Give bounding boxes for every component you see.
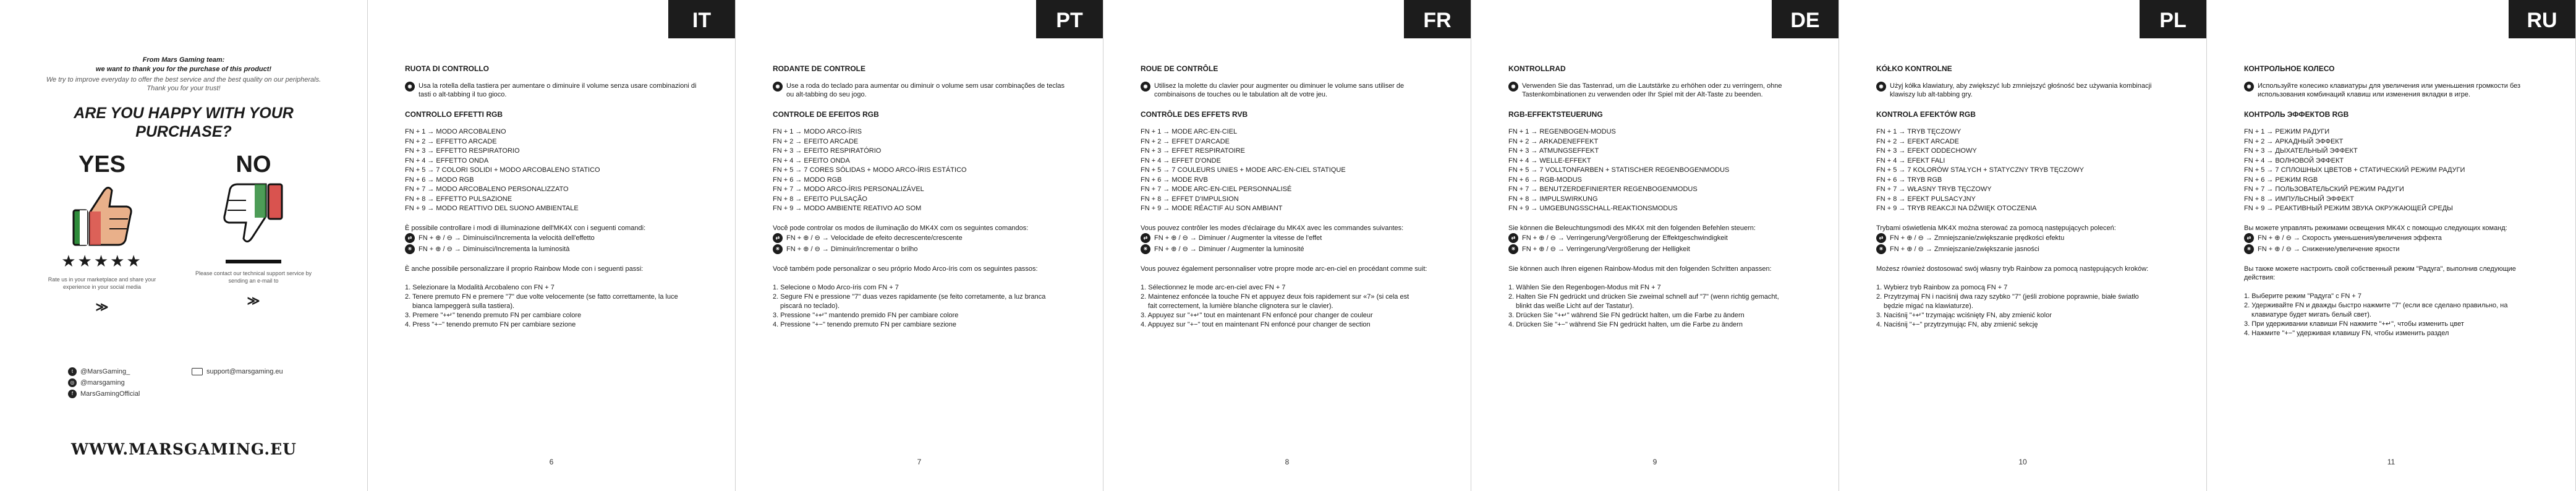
mail-icon xyxy=(192,368,203,375)
wheel-description: Utilisez la molette du clavier pour augmenter ou diminuer le volume sans utiliser de combinaisons de touches ou le tabulation alt de votre jeu. xyxy=(1154,82,1405,98)
mode-item: FN + 4 → EFFETTO ONDA xyxy=(405,156,489,164)
language-tag: DE xyxy=(1772,0,1838,38)
language-tag: PT xyxy=(1036,0,1103,38)
mode-item: FN + 6 → MODO RGB xyxy=(405,176,474,184)
step-item: będzie migać na klawiaturze). xyxy=(1884,302,1973,310)
speed-control: FN + ⊕ / ⊖ → Verringerung/Vergrößerung der Effektgeschwindigkeit xyxy=(1522,234,1728,242)
no-label: NO xyxy=(236,152,271,177)
mode-item: FN + 3 → ATMUNGSEFFEKT xyxy=(1508,147,1599,155)
step-item: fait correctement, la lumière blanche clignotera sur le clavier). xyxy=(1148,302,1333,310)
mode-item: FN + 3 → EFEKT ODDECHOWY xyxy=(1876,147,1977,155)
custom-steps xyxy=(1876,283,2173,330)
mode-item: FN + 7 → WŁASNY TRYB TĘCZOWY xyxy=(1876,186,1992,193)
speed-icon: ⇄ xyxy=(405,233,415,243)
speed-icon: ⇄ xyxy=(2244,233,2254,243)
step-item: 1. Wählen Sie den Regenbogen-Modus mit FN + 7 xyxy=(1508,283,1661,291)
page-number: 8 xyxy=(1285,458,1290,466)
custom-steps xyxy=(773,283,1069,330)
cover-question: ARE YOU HAPPY WITH YOUR PURCHASE? xyxy=(74,105,294,140)
page-ru xyxy=(2207,0,2576,491)
email-contact[interactable]: support@marsgaming.eu xyxy=(192,366,283,377)
custom-steps xyxy=(1508,283,1805,330)
page-number: 9 xyxy=(1652,458,1657,466)
page-de xyxy=(1471,0,1839,491)
controls-intro: Você pode controlar os modos de iluminação do MK4X com os seguintes comandos: xyxy=(773,224,1029,232)
speed-control: FN + ⊕ / ⊖ → Скорость уменьшения/увеличения эффекта xyxy=(2258,234,2442,242)
brightness-control: FN + ⊕ / ⊖ → Verringerung/Vergrößerung der Helligkeit xyxy=(1522,245,1690,253)
yes-instructions: Rate us in your marketplace and share your experience in your social media xyxy=(48,276,156,290)
language-tag: FR xyxy=(1404,0,1471,38)
mode-item: FN + 1 → MODO ARCO-ÍRIS xyxy=(773,128,862,135)
section-title-wheel: КОНТРОЛЬНОЕ КОЛЕСО xyxy=(2244,64,2335,73)
controls-intro: Sie können die Beleuchtungsmodi des MK4X mit den folgenden Befehlen steuern: xyxy=(1508,224,1756,232)
mode-list xyxy=(1876,127,2173,214)
brightness-control: FN + ⊕ / ⊖ → Diminuisci/Incrementa la luminosità xyxy=(419,245,570,253)
mode-item: FN + 3 → EFEITO RESPIRATÓRIO xyxy=(773,147,882,155)
no-column xyxy=(195,151,312,309)
mode-item: FN + 2 → ARKADENEFFEKT xyxy=(1508,137,1599,145)
wheel-icon: ◉ xyxy=(405,82,415,92)
mode-item: FN + 2 → АРКАДНЫЙ ЭФФЕКТ xyxy=(2244,137,2344,145)
custom-steps xyxy=(405,283,702,330)
mode-item: FN + 1 → РЕЖИМ РАДУГИ xyxy=(2244,128,2330,135)
mode-list xyxy=(405,127,702,214)
yes-label: YES xyxy=(78,152,126,177)
custom-intro: Vous pouvez également personnaliser votre propre mode arc-en-ciel en procédant comme suit: xyxy=(1141,265,1427,273)
divider-bar xyxy=(226,260,281,263)
mode-item: FN + 4 → EFEITO ONDA xyxy=(773,156,850,164)
mode-item: FN + 3 → ДЫХАТЕЛЬНЫЙ ЭФФЕКТ xyxy=(2244,147,2358,155)
step-item: 1. Selezionare la Modalità Arcobaleno con FN + 7 xyxy=(405,283,555,291)
mode-item: FN + 4 → ВОЛНОВОЙ ЭФФЕКТ xyxy=(2244,156,2344,164)
wheel-icon: ◉ xyxy=(1141,82,1150,92)
mode-item: FN + 7 → MODO ARCO-ÍRIS PERSONALIZÁVEL xyxy=(773,186,924,193)
no-instructions: Please contact our technical support service by sending an e-mail to xyxy=(195,270,312,284)
custom-steps xyxy=(1141,283,1437,330)
mode-item: FN + 4 → EFFET D'ONDE xyxy=(1141,156,1221,164)
mode-item: FN + 4 → EFEKT FALI xyxy=(1876,156,1945,164)
custom-intro: Você também pode personalizar o seu próprio Modo Arco-íris com os seguintes passos: xyxy=(773,265,1038,273)
mode-item: FN + 1 → MODO ARCOBALENO xyxy=(405,128,506,135)
step-item: 1. Wybierz tryb Rainbow za pomocą FN + 7 xyxy=(1876,283,2008,291)
rating-stars: ★★★★★ xyxy=(61,252,143,270)
wheel-icon: ◉ xyxy=(2244,82,2254,92)
twitter-icon: t xyxy=(68,367,77,376)
mode-list xyxy=(1508,127,1805,214)
mode-item: FN + 2 → EFFETTO ARCADE xyxy=(405,137,497,145)
wheel-icon: ◉ xyxy=(1508,82,1518,92)
mode-item: FN + 9 → UMGEBUNGSSCHALL-REAKTIONSMODUS xyxy=(1508,205,1678,212)
mode-item: FN + 5 → 7 VOLLTONFARBEN + STATISCHER REGENBOGENMODUS xyxy=(1508,166,1730,174)
step-item: 3. Pressione "+↵" mantendo premido FN per cambiare colore xyxy=(773,311,959,319)
mode-item: FN + 8 → EFEITO PULSAÇÃO xyxy=(773,195,867,203)
controls-intro: Trybami oświetlenia MK4X można sterować za pomocą następujących poleceń: xyxy=(1876,224,2116,232)
mode-item: FN + 5 → 7 COLORI SOLIDI + MODO ARCOBALENO STATICO xyxy=(405,166,600,174)
twitter-contact[interactable]: t @MarsGaming_ xyxy=(68,366,130,377)
section-title-rgb: KONTROLA EFEKTÓW RGB xyxy=(1876,110,1976,119)
controls-intro: Вы можете управлять режимами освещения MK4X с помощью следующих команд: xyxy=(2244,224,2507,232)
mode-item: FN + 6 → MODO RGB xyxy=(773,176,842,184)
step-item: 1. Выберите режим "Радуга" с FN + 7 xyxy=(2244,292,2361,300)
brightness-icon: ☀ xyxy=(1141,244,1150,254)
step-item: 4. Pressione "+−" tenendo premuto FN per cambiare sezione xyxy=(773,320,957,328)
wheel-description: Usa la rotella della tastiera per aumentare o diminuire il volume senza usare combinazioni di tasti o alt-tabbing il tuo gioco. xyxy=(419,82,697,98)
chevron-down-icon: ≫ xyxy=(95,301,109,314)
mode-item: FN + 5 → 7 KOLORÓW STAŁYCH + STATYCZNY TRYB TĘCZOWY xyxy=(1876,166,2084,174)
speed-control: FN + ⊕ / ⊖ → Diminuisci/Incrementa la velocità dell'effetto xyxy=(419,234,595,242)
mode-item: FN + 2 → EFEKT ARCADE xyxy=(1876,137,1959,145)
speed-icon: ⇄ xyxy=(773,233,783,243)
page-number: 7 xyxy=(917,458,922,466)
facebook-contact[interactable]: f MarsGamingOfficial xyxy=(68,388,140,399)
section-title-wheel: RODANTE DE CONTROLE xyxy=(773,64,865,73)
controls-intro: Vous pouvez contrôler les modes d'éclairage du MK4X avec les commandes suivantes: xyxy=(1141,224,1404,232)
mode-item: FN + 4 → WELLE-EFFEKT xyxy=(1508,156,1591,164)
mode-item: FN + 7 → ПОЛЬЗОВАТЕЛЬСКИЙ РЕЖИМ РАДУГИ xyxy=(2244,186,2404,193)
cover-greeting: From Mars Gaming team: xyxy=(142,56,225,64)
mode-item: FN + 6 → MODE RVB xyxy=(1141,176,1208,184)
mode-item: FN + 9 → TRYB REAKCJI NA DŹWIĘK OTOCZENIA xyxy=(1876,205,2037,212)
step-item: 4. Drücken Sie "+−" während Sie FN gedrückt halten, um die Farbe zu ändern xyxy=(1508,320,1743,328)
mode-item: FN + 3 → EFFET RESPIRATOIRE xyxy=(1141,147,1246,155)
wheel-icon: ◉ xyxy=(1876,82,1886,92)
brightness-control: FN + ⊕ / ⊖ → Zmniejszanie/zwiększanie jasności xyxy=(1890,245,2039,253)
mode-item: FN + 6 → RGB-MODUS xyxy=(1508,176,1582,184)
step-item: 2. Halten Sie FN gedrückt und drücken Sie zweimal schnell auf "7" (wenn richtig gemacht, xyxy=(1508,292,1779,301)
brightness-icon: ☀ xyxy=(1508,244,1518,254)
section-title-wheel: RUOTA DI CONTROLLO xyxy=(405,64,489,73)
facebook-icon: f xyxy=(68,390,77,398)
step-item: 2. Przytrzymaj FN i naciśnij dwa razy szybko "7" (jeśli zrobione poprawnie, białe światło xyxy=(1876,292,2139,301)
step-item: 3. Drücken Sie "+↵" während Sie FN gedrückt halten, um die Farbe zu ändern xyxy=(1508,311,1745,319)
brightness-control: FN + ⊕ / ⊖ → Diminuir/incrementar o brilho xyxy=(786,245,918,253)
custom-intro: Możesz również dostosować swój własny tryb Rainbow za pomocą następujących kroków: xyxy=(1876,265,2149,273)
controls-intro: È possibile controllare i modi di illuminazione dell'MK4X con i seguenti comandi: xyxy=(405,224,646,232)
page-pl xyxy=(1839,0,2207,491)
cover-message: We try to improve everyday to offer the best service and the best quality on our peripherals. Thank you for your trust! xyxy=(46,76,321,92)
wheel-description: Użyj kółka klawiatury, aby zwiększyć lub zmniejszyć głośność bez używania kombinacji klawiszy lub alt-tabbing gry. xyxy=(1890,82,2152,98)
mode-item: FN + 8 → EFFETTO PULSAZIONE xyxy=(405,195,512,203)
yes-column xyxy=(43,151,161,315)
mode-item: FN + 5 → 7 CORES SÓLIDAS + MODO ARCO-ÍRIS ESTÁTICO xyxy=(773,166,967,174)
website-url[interactable]: WWW.MARSGAMING.EU xyxy=(71,440,297,458)
step-item: 3. Appuyez sur "+↵" tout en maintenant FN enfoncé pour changer de couleur xyxy=(1141,311,1373,319)
brightness-icon: ☀ xyxy=(2244,244,2254,254)
mode-item: FN + 3 → EFFETTO RESPIRATORIO xyxy=(405,147,520,155)
mode-item: FN + 9 → MODE RÉACTIF AU SON AMBIANT xyxy=(1141,205,1283,212)
page-fr xyxy=(1103,0,1471,491)
section-title-rgb: CONTROLLO EFFETTI RGB xyxy=(405,110,503,119)
mode-list xyxy=(773,127,1069,214)
step-item: 3. При удерживании клавиши FN нажмите "+↵", чтобы изменить цвет xyxy=(2244,320,2464,328)
brightness-icon: ☀ xyxy=(1876,244,1886,254)
thumbs-up-icon xyxy=(65,181,139,249)
mode-item: FN + 8 → IMPULSWIRKUNG xyxy=(1508,195,1598,203)
section-title-wheel: ROUE DE CONTRÔLE xyxy=(1141,64,1218,73)
thumbs-down-icon xyxy=(216,181,291,249)
mode-item: FN + 7 → MODO ARCOBALENO PERSONALIZZATO xyxy=(405,186,569,193)
step-item: 2. Segure FN e pressione "7" duas vezes rapidamente (se feito corretamente, a luz branca xyxy=(773,292,1046,301)
mode-item: FN + 6 → TRYB RGB xyxy=(1876,176,1942,184)
cover-page xyxy=(0,0,368,491)
step-item: bianca lampeggerà sulla tastiera). xyxy=(412,302,515,310)
instagram-icon: ◎ xyxy=(68,378,77,387)
step-item: blinkt das weiße Licht auf der Tastatur). xyxy=(1516,302,1634,310)
mode-item: FN + 9 → MODO REATTIVO DEL SUONO AMBIENTALE xyxy=(405,205,579,212)
step-item: 4. Press "+−" tenendo premuto FN per cambiare sezione xyxy=(405,320,576,328)
wheel-description: Use a roda do teclado para aumentar ou diminuir o volume sem usar combinações de teclas ou alt-tabbing do seu jogo. xyxy=(786,82,1065,98)
page-number: 10 xyxy=(2018,458,2027,466)
mode-item: FN + 5 → 7 СПЛОШНЫХ ЦВЕТОВ + СТАТИЧЕСКИЙ РЕЖИМ РАДУГИ xyxy=(2244,166,2465,174)
step-item: 4. Naciśnij "+−" przytrzymując FN, aby zmienić sekcję xyxy=(1876,320,2038,328)
mode-item: FN + 7 → MODE ARC-EN-CIEL PERSONNALISÉ xyxy=(1141,186,1292,193)
step-item: 2. Tenere premuto FN e premere "7" due volte velocemente (se fatto correttamente, la luce xyxy=(405,292,678,301)
speed-control: FN + ⊕ / ⊖ → Zmniejszanie/zwiększanie prędkości efektu xyxy=(1890,234,2065,242)
wheel-icon: ◉ xyxy=(773,82,783,92)
step-item: 4. Appuyez sur "+−" tout en maintenant FN enfoncé pour changer de section xyxy=(1141,320,1371,328)
cover-thanks: we want to thank you for the purchase of this product! xyxy=(95,66,272,73)
language-tag: RU xyxy=(2509,0,2575,38)
speed-icon: ⇄ xyxy=(1508,233,1518,243)
mode-item: FN + 2 → EFEITO ARCADE xyxy=(773,137,859,145)
speed-control: FN + ⊕ / ⊖ → Velocidade de efeito decrescente/crescente xyxy=(786,234,963,242)
brightness-control: FN + ⊕ / ⊖ → Снижение/увеличение яркости xyxy=(2258,245,2400,253)
section-title-rgb: КОНТРОЛЬ ЭФФЕКТОВ RGB xyxy=(2244,110,2349,119)
section-title-wheel: KÓŁKO KONTROLNE xyxy=(1876,64,1952,73)
mode-item: FN + 1 → REGENBOGEN-MODUS xyxy=(1508,128,1616,135)
step-item: piscará no teclado). xyxy=(780,302,840,310)
mode-list xyxy=(1141,127,1437,214)
mode-item: FN + 9 → MODO AMBIENTE REATIVO AO SOM xyxy=(773,205,922,212)
mode-item: FN + 8 → EFEKT PULSACYJNY xyxy=(1876,195,1976,203)
language-tag: IT xyxy=(668,0,735,38)
wheel-description: Verwenden Sie das Tastenrad, um die Lautstärke zu erhöhen oder zu verringern, ohne Tastenkombinationen zu verwenden oder Ihr Spiel mit der Alt-Taste zu beenden. xyxy=(1522,82,1782,98)
mode-item: FN + 7 → BENUTZERDEFINIERTER REGENBOGENMODUS xyxy=(1508,186,1698,193)
chevron-down-icon: ≫ xyxy=(247,294,260,308)
custom-intro: Вы также можете настроить свой собственный режим "Радуга", выполнив следующие действия: xyxy=(2244,265,2516,281)
brightness-control: FN + ⊕ / ⊖ → Diminuer / Augmenter la luminosité xyxy=(1154,245,1304,253)
language-tag: PL xyxy=(2140,0,2206,38)
section-title-rgb: RGB-EFFEKTSTEUERUNG xyxy=(1508,110,1603,119)
section-title-rgb: CONTRÔLE DES EFFETS RVB xyxy=(1141,110,1248,119)
step-item: 3. Premere "+↵" tenendo premuto FN per cambiare colore xyxy=(405,311,582,319)
mode-item: FN + 1 → MODE ARC-EN-CIEL xyxy=(1141,128,1238,135)
section-title-rgb: CONTROLE DE EFEITOS RGB xyxy=(773,110,879,119)
step-item: 3. Naciśnij "+↵" trzymając wciśnięty FN, aby zmienić kolor xyxy=(1876,311,2052,319)
mode-item: FN + 1 → TRYB TĘCZOWY xyxy=(1876,128,1962,135)
section-title-wheel: KONTROLLRAD xyxy=(1508,64,1566,73)
mode-list xyxy=(2244,127,2541,214)
page-pt xyxy=(736,0,1103,491)
mode-item: FN + 5 → 7 COULEURS UNIES + MODE ARC-EN-CIEL STATIQUE xyxy=(1141,166,1346,174)
custom-intro: È anche possibile personalizzare il proprio Rainbow Mode con i seguenti passi: xyxy=(405,265,644,273)
wheel-description: Используйте колесико клавиатуры для увеличения или уменьшения громкости без использования комбинаций клавиш или изменения вкладки в игре. xyxy=(2258,82,2521,98)
step-item: 4. Нажмите "+−" удерживая клавишу FN, чтобы изменить раздел xyxy=(2244,329,2449,337)
speed-icon: ⇄ xyxy=(1876,233,1886,243)
step-item: 1. Sélectionnez le mode arc-en-ciel avec FN + 7 xyxy=(1141,283,1286,291)
step-item: 2. Удерживайте FN и дважды быстро нажмите "7" (если все сделано правильно, на xyxy=(2244,301,2508,309)
page-number: 11 xyxy=(2387,458,2395,466)
mode-item: FN + 2 → EFFET D'ARCADE xyxy=(1141,137,1230,145)
brightness-icon: ☀ xyxy=(405,244,415,254)
speed-control: FN + ⊕ / ⊖ → Diminuer / Augmenter la vitesse de l'effet xyxy=(1154,234,1322,242)
step-item: 2. Maintenez enfoncée la touche FN et appuyez deux fois rapidement sur «7» (si cela est xyxy=(1141,292,1409,301)
mode-item: FN + 8 → ИМПУЛЬСНЫЙ ЭФФЕКТ xyxy=(2244,195,2354,203)
custom-steps xyxy=(2244,292,2541,338)
custom-intro: Sie können auch Ihren eigenen Rainbow-Modus mit den folgenden Schritten anpassen: xyxy=(1508,265,1772,273)
instagram-contact[interactable]: ◎ @marsgaming xyxy=(68,377,125,388)
mode-item: FN + 6 → РЕЖИМ RGB xyxy=(2244,176,2318,184)
page-number: 6 xyxy=(549,458,554,466)
speed-icon: ⇄ xyxy=(1141,233,1150,243)
mode-item: FN + 8 → EFFET D'IMPULSION xyxy=(1141,195,1239,203)
page-it xyxy=(368,0,736,491)
brightness-icon: ☀ xyxy=(773,244,783,254)
step-item: 1. Selecione o Modo Arco-íris com FN + 7 xyxy=(773,283,899,291)
step-item: клавиатуре будет мигать белый свет). xyxy=(2251,310,2371,318)
mode-item: FN + 9 → РЕАКТИВНЫЙ РЕЖИМ ЗВУКА ОКРУЖАЮЩЕЙ СРЕДЫ xyxy=(2244,205,2453,212)
